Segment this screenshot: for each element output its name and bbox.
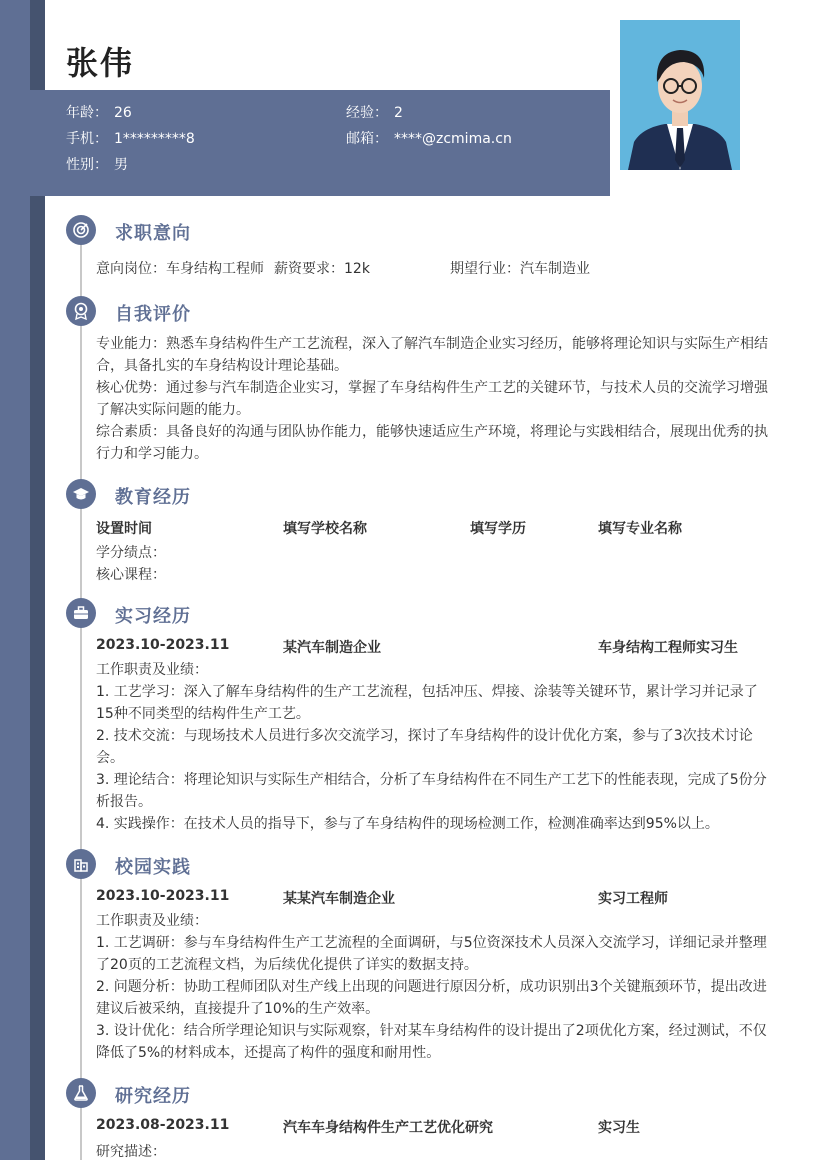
gender-field: [66, 154, 128, 174]
section-title-research: 研究经历: [115, 1086, 191, 1107]
internship-period: 2023.10-2023.11: [96, 637, 230, 653]
experience-value: 2: [394, 105, 403, 121]
email-label: 邮箱：: [346, 131, 388, 147]
intent-salary-label: 薪资要求：: [274, 261, 344, 277]
intent-salary: [274, 258, 370, 278]
section-title-education: 教育经历: [115, 487, 191, 508]
profile-photo: [620, 20, 740, 170]
self-eval-paragraph: 专业能力：熟悉车身结构件生产工艺流程，深入了解汽车制造企业实习经历，能够将理论知识与实际生产相结合，具备扎实的车身结构设计理论基础。: [96, 336, 768, 374]
intent-position-value: 车身结构工程师: [166, 261, 264, 277]
internship-item: 3. 理论结合：将理论知识与实际生产相结合，分析了车身结构件在不同生产工艺下的性能表现，完成了5份分析报告。: [96, 772, 767, 810]
email-field: [346, 128, 512, 148]
intent-salary-value: 12k: [344, 261, 370, 277]
section-title-campus: 校园实践: [115, 857, 191, 878]
education-school: 填写学校名称: [283, 521, 367, 537]
intent-position-label: 意向岗位：: [96, 261, 166, 277]
timeline-line: [80, 230, 82, 1160]
self-eval-paragraph: 核心优势：通过参与汽车制造企业实习，掌握了车身结构件生产工艺的关键环节，与技术人员的交流学习增强了解决实际问题的能力。: [96, 380, 768, 418]
age-label: 年龄：: [66, 105, 108, 121]
portrait-illustration: [620, 20, 740, 170]
campus-company: 某某汽车制造企业: [283, 891, 395, 907]
phone-field: [66, 128, 195, 148]
intent-industry: [450, 258, 590, 278]
target-icon: [66, 215, 96, 245]
experience-label: 经验：: [346, 105, 388, 121]
campus-period: 2023.10-2023.11: [96, 888, 230, 904]
phone-value: 1*********8: [114, 131, 195, 147]
education-gpa-label: 学分绩点：: [96, 545, 166, 561]
intent-position: [96, 258, 264, 278]
internship-item: 4. 实践操作：在技术人员的指导下，参与了车身结构件的现场检测工作，检测准确率达到95%以上。: [96, 816, 719, 832]
internship-role: 车身结构工程师实习生: [598, 640, 738, 656]
graduation-cap-icon: [66, 479, 96, 509]
section-title-intent: 求职意向: [115, 223, 191, 244]
campus-item: 3. 设计优化：结合所学理论知识与实际观察，针对某车身结构件的设计提出了2项优化方案，经过测试，不仅降低了5%的材料成本，还提高了构件的强度和耐用性。: [96, 1023, 767, 1061]
phone-label: 手机：: [66, 131, 108, 147]
campus-role: 实习工程师: [598, 891, 668, 907]
section-title-internship: 实习经历: [115, 606, 191, 627]
internship-company: 某汽车制造企业: [283, 640, 381, 656]
building-icon: [66, 849, 96, 879]
education-degree: 填写学历: [470, 521, 526, 537]
section-title-self-eval: 自我评价: [115, 304, 191, 325]
age-field: [66, 102, 132, 122]
education-courses-label: 核心课程：: [96, 567, 166, 583]
basic-info-panel: [30, 90, 610, 196]
campus-item: 2. 问题分析：协助工程师团队对生产线上出现的问题进行原因分析，成功识别出3个关键瓶颈环节，提出改进建议后被采纳，直接提升了10%的生产效率。: [96, 979, 767, 1017]
briefcase-icon: [66, 598, 96, 628]
experience-field: [346, 102, 403, 122]
research-role: 实习生: [598, 1120, 640, 1136]
research-project: 汽车车身结构件生产工艺优化研究: [283, 1120, 493, 1136]
education-major: 填写专业名称: [598, 521, 682, 537]
education-time: 设置时间: [96, 521, 152, 537]
user-badge-icon: [66, 296, 96, 326]
research-period: 2023.08-2023.11: [96, 1117, 230, 1133]
left-accent-bar: [0, 0, 30, 1160]
intent-industry-label: 期望行业：: [450, 261, 520, 277]
flask-icon: [66, 1078, 96, 1108]
email-value: ****@zcmima.cn: [394, 131, 512, 147]
internship-item: 1. 工艺学习：深入了解车身结构件的生产工艺流程，包括冲压、焊接、涂装等关键环节，累计学习并记录了15种不同类型的结构件生产工艺。: [96, 684, 758, 722]
internship-item: 2. 技术交流：与现场技术人员进行多次交流学习，探讨了车身结构件的设计优化方案，参与了3次技术讨论会。: [96, 728, 753, 766]
gender-label: 性别：: [66, 157, 108, 173]
research-desc-label: 研究描述：: [96, 1144, 166, 1160]
intent-industry-value: 汽车制造业: [520, 261, 590, 277]
campus-item: 1. 工艺调研：参与车身结构件生产工艺流程的全面调研，与5位资深技术人员深入交流学习，详细记录并整理了20页的工艺流程文档，为后续优化提供了详实的数据支持。: [96, 935, 767, 973]
gender-value: 男: [114, 157, 128, 173]
campus-duty-label: 工作职责及业绩：: [96, 913, 208, 929]
internship-duty-label: 工作职责及业绩：: [96, 662, 208, 678]
self-eval-paragraph: 综合素质：具备良好的沟通与团队协作能力，能够快速适应生产环境，将理论与实践相结合，展现出优秀的执行力和学习能力。: [96, 424, 768, 462]
age-value: 26: [114, 105, 132, 121]
candidate-name: 张伟: [66, 44, 135, 82]
